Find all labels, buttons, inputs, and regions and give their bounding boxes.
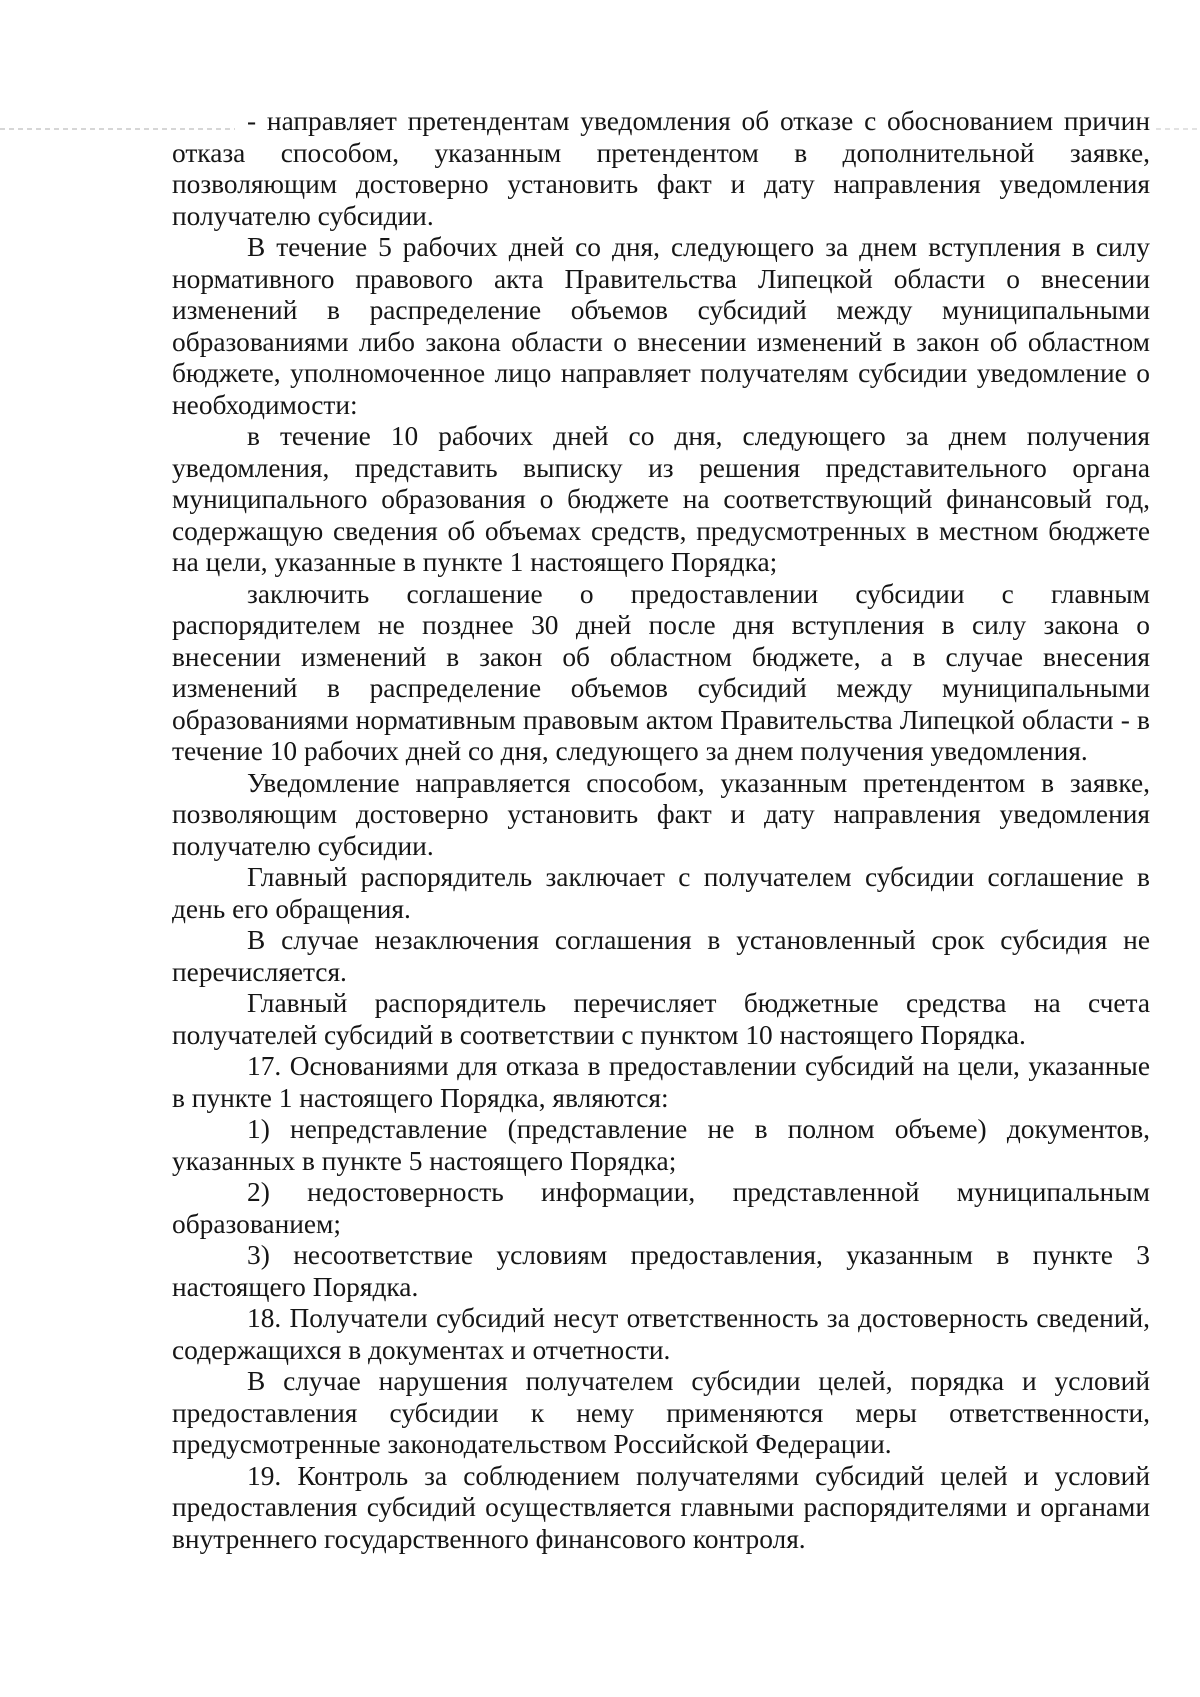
paragraph-conclude-agreement: заключить соглашение о предоставлении субсидии с главным распорядителем не позднее 30 дней после дня вступления в силу закона о внесении изменений в закон об областном бюджете, а в случае внесения изменений в распределение объемов субсидий между муниципальными образованиями нормативным правовым актом Правительства Липецкой области - в течение 10 рабочих дней со дня, следующего за днем получения уведомления. [172,578,1150,766]
paragraph-notice-method: Уведомление направляется способом, указанным претендентом в заявке, позволяющим достоверно установить факт и дату направления уведомления получателю субсидии. [172,767,1150,861]
paragraph-section-18: 18. Получатели субсидий несут ответственность за достоверность сведений, содержащихся в документах и отчетности. [172,1303,1150,1365]
paragraph-notice-refusal: - направляет претендентам уведомления об отказе с обоснованием причин отказа способом, указанным претендентом в дополнительной заявке, позволяющим достоверно установить факт и дату направления уведомления получателю субсидии. [172,106,1150,231]
paragraph-item-2: 2) недостоверность информации, представленной муниципальным образованием; [172,1177,1150,1239]
paragraph-transfer-funds: Главный распорядитель перечисляет бюджетные средства на счета получателей субсидий в соответствии с пунктом 10 настоящего Порядка. [172,988,1150,1050]
document-page [172,106,1150,1555]
paragraph-section-19: 19. Контроль за соблюдением получателями субсидий целей и условий предоставления субсидий осуществляется главными распорядителями и органами внутреннего государственного финансового контроля. [172,1460,1150,1554]
paragraph-ten-days-extract: в течение 10 рабочих дней со дня, следующего за днем получения уведомления, представить выписку из решения представительного органа муниципального образования о бюджете на соответствующий финансовый год, содержащую сведения об объемах средств, предусмотренных в местном бюджете на цели, указанные в пункте 1 настоящего Порядка; [172,421,1150,577]
paragraph-five-days: В течение 5 рабочих дней со дня, следующего за днем вступления в силу нормативного правового акта Правительства Липецкой области о внесении изменений в распределение объемов субсидий между муниципальными образованиями либо закона области о внесении изменений в закон об областном бюджете, уполномоченное лицо направляет получателям субсидии уведомление о необходимости: [172,232,1150,420]
paragraph-no-agreement: В случае незаключения соглашения в установленный срок субсидия не перечисляется. [172,925,1150,987]
paragraph-item-3: 3) несоответствие условиям предоставления, указанным в пункте 3 настоящего Порядка. [172,1240,1150,1302]
scan-artifact-line-right [1156,128,1200,130]
paragraph-section-17: 17. Основаниями для отказа в предоставлении субсидий на цели, указанные в пункте 1 настоящего Порядка, являются: [172,1051,1150,1113]
paragraph-agreement-day: Главный распорядитель заключает с получателем субсидии соглашение в день его обращения. [172,862,1150,924]
paragraph-violation-liability: В случае нарушения получателем субсидии целей, порядка и условий предоставления субсидии к нему применяются меры ответственности, предусмотренные законодательством Российской Федерации. [172,1366,1150,1459]
paragraph-item-1: 1) непредставление (представление не в полном объеме) документов, указанных в пункте 5 настоящего Порядка; [172,1114,1150,1176]
